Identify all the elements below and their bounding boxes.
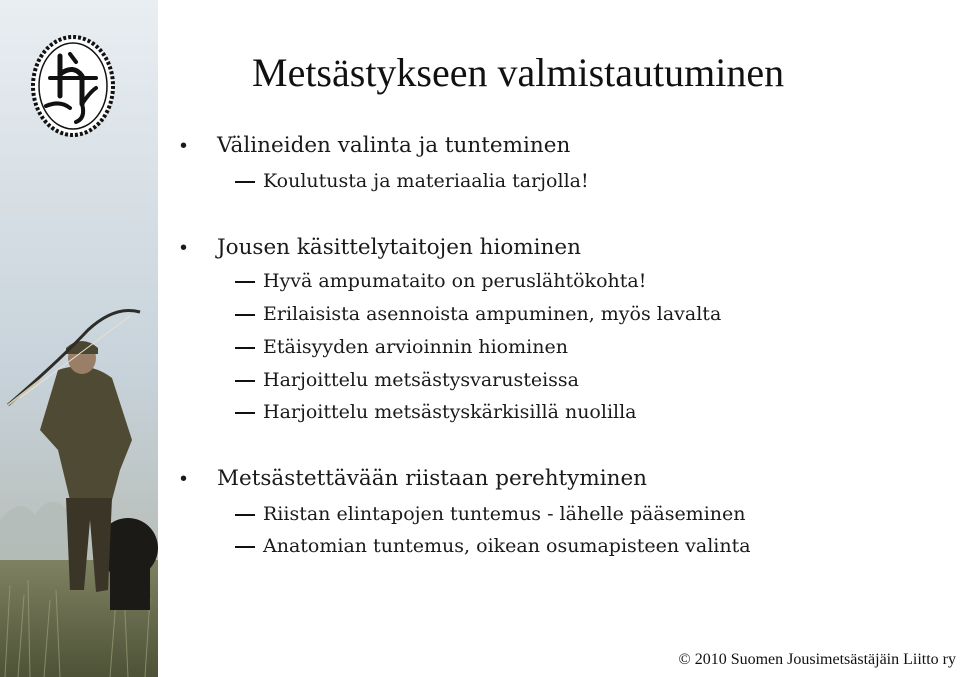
sub-bullet-item xyxy=(180,533,751,559)
sub-bullet-text: Etäisyyden arvioinnin hiominen xyxy=(263,336,568,358)
bullet-text: Välineiden valinta ja tunteminen xyxy=(217,133,571,158)
bullet-item xyxy=(180,465,647,493)
sub-bullet-text: Erilaisista asennoista ampuminen, myös lavalta xyxy=(263,303,722,325)
sub-bullet-item xyxy=(180,268,646,294)
sub-bullet-text: Hyvä ampumataito on peruslähtökohta! xyxy=(263,270,647,292)
sub-bullet-item xyxy=(180,367,579,393)
bullet-dot: • xyxy=(180,468,188,490)
bullet-text: Jousen käsittelytaitojen hiominen xyxy=(217,235,581,260)
dash-marker xyxy=(235,281,255,283)
sub-bullet-text: Harjoittelu metsästyskärkisillä nuolilla xyxy=(263,401,637,423)
bullet-text: Metsästettävään riistaan perehtyminen xyxy=(217,466,648,491)
slide-title: Metsästykseen valmistautuminen xyxy=(252,50,785,95)
dash-marker xyxy=(235,380,255,382)
sub-bullet-item xyxy=(180,168,589,194)
sub-bullet-text: Riistan elintapojen tuntemus - lähelle pääseminen xyxy=(263,503,746,525)
dash-marker xyxy=(235,181,255,183)
bullet-item xyxy=(180,132,570,160)
sub-bullet-text: Harjoittelu metsästysvarusteissa xyxy=(263,369,580,391)
sub-bullet-item xyxy=(180,301,721,327)
bullet-dot: • xyxy=(180,135,188,157)
sub-bullet-item xyxy=(180,334,568,360)
dash-marker xyxy=(235,347,255,349)
sub-bullet-text: Anatomian tuntemus, oikean osumapisteen valinta xyxy=(263,535,751,557)
dash-marker xyxy=(235,546,255,548)
dash-marker xyxy=(235,514,255,516)
sub-bullet-text: Koulutusta ja materiaalia tarjolla! xyxy=(263,170,589,192)
side-photo xyxy=(0,0,158,677)
dash-marker xyxy=(235,314,255,316)
sjl-logo xyxy=(30,34,116,138)
bullet-item xyxy=(180,234,581,262)
sub-bullet-item xyxy=(180,399,637,425)
copyright-footer: © 2010 Suomen Jousimetsästäjäin Liitto ry xyxy=(678,651,956,668)
dash-marker xyxy=(235,412,255,414)
bullet-dot: • xyxy=(180,237,188,259)
sub-bullet-item xyxy=(180,501,746,527)
